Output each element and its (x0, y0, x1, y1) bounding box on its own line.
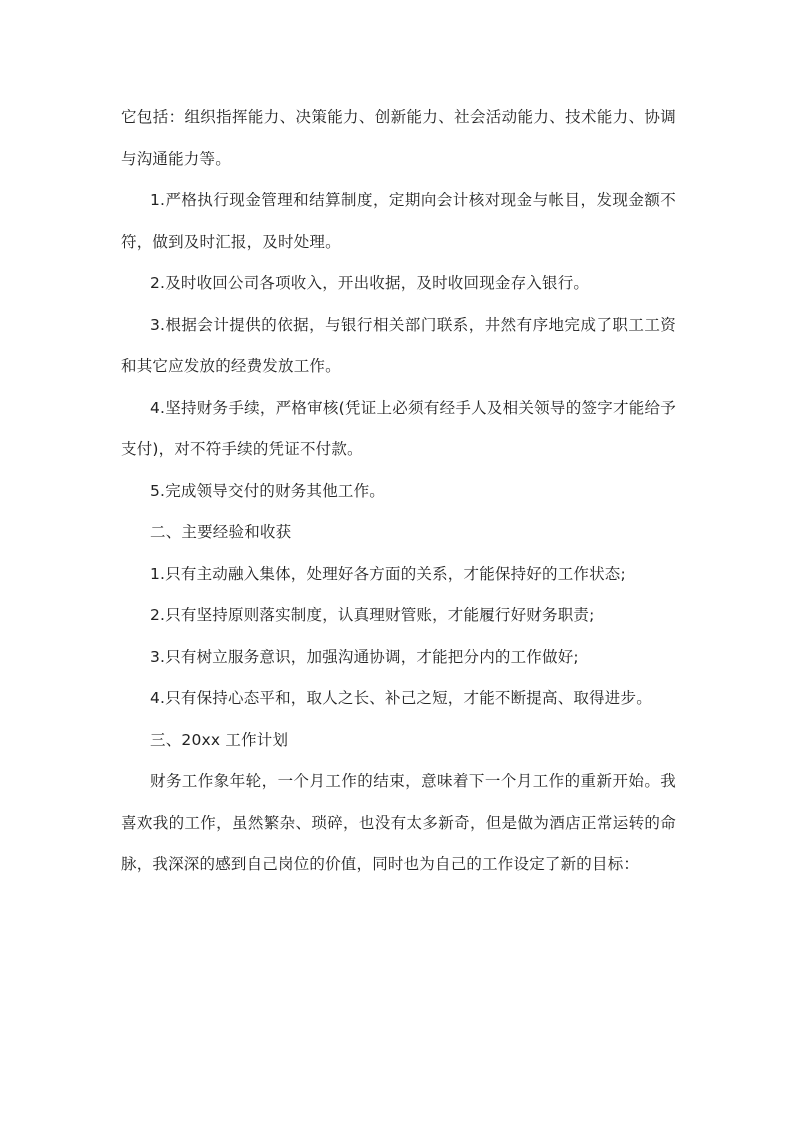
paragraph-experience-2: 2.只有坚持原则落实制度，认真理财管账，才能履行好财务职责; (150, 606, 595, 624)
paragraph-item-4-procedures: 4.坚持财务手续，严格审核(凭证上必须有经手人及相关领导的签字才能给予支付)，对不符手续的凭证不付款。 (121, 398, 676, 458)
paragraph-experience-1: 1.只有主动融入集体，处理好各方面的关系，才能保持好的工作状态; (150, 564, 626, 583)
paragraph-item-1-cash-management: 1.严格执行现金管理和结算制度，定期向会计核对现金与帐目，发现金额不符，做到及时汇报，及时处理。 (121, 191, 676, 251)
document-body (121, 97, 676, 886)
paragraph-item-3-payroll: 3.根据会计提供的依据，与银行相关部门联系，井然有序地完成了职工工资和其它应发放的经费发放工作。 (121, 315, 676, 375)
paragraph-experience-3: 3.只有树立服务意识，加强沟通协调，才能把分内的工作做好; (150, 647, 579, 666)
paragraph-item-2-income-collection: 2.及时收回公司各项收入，开出收据，及时收回现金存入银行。 (150, 274, 590, 292)
paragraph-work-plan: 财务工作象年轮，一个月工作的结束，意味着下一个月工作的重新开始。我喜欢我的工作，虽然繁杂、琐碎，也没有太多新奇，但是做为酒店正常运转的命脉，我深深的感到自己岗位的价值，同时也为自己的工作设定了新的目标： (121, 772, 676, 873)
paragraph-item-5-other-work: 5.完成领导交付的财务其他工作。 (150, 481, 385, 500)
paragraph-intro-continued: 它包括：组织指挥能力、决策能力、创新能力、社会活动能力、技术能力、协调与沟通能力等。 (121, 108, 676, 168)
section-heading-work-plan: 三、20xx 工作计划 (150, 730, 289, 749)
paragraph-experience-4: 4.只有保持心态平和，取人之长、补己之短，才能不断提高、取得进步。 (150, 689, 652, 707)
section-heading-experience: 二、主要经验和收获 (150, 523, 292, 541)
